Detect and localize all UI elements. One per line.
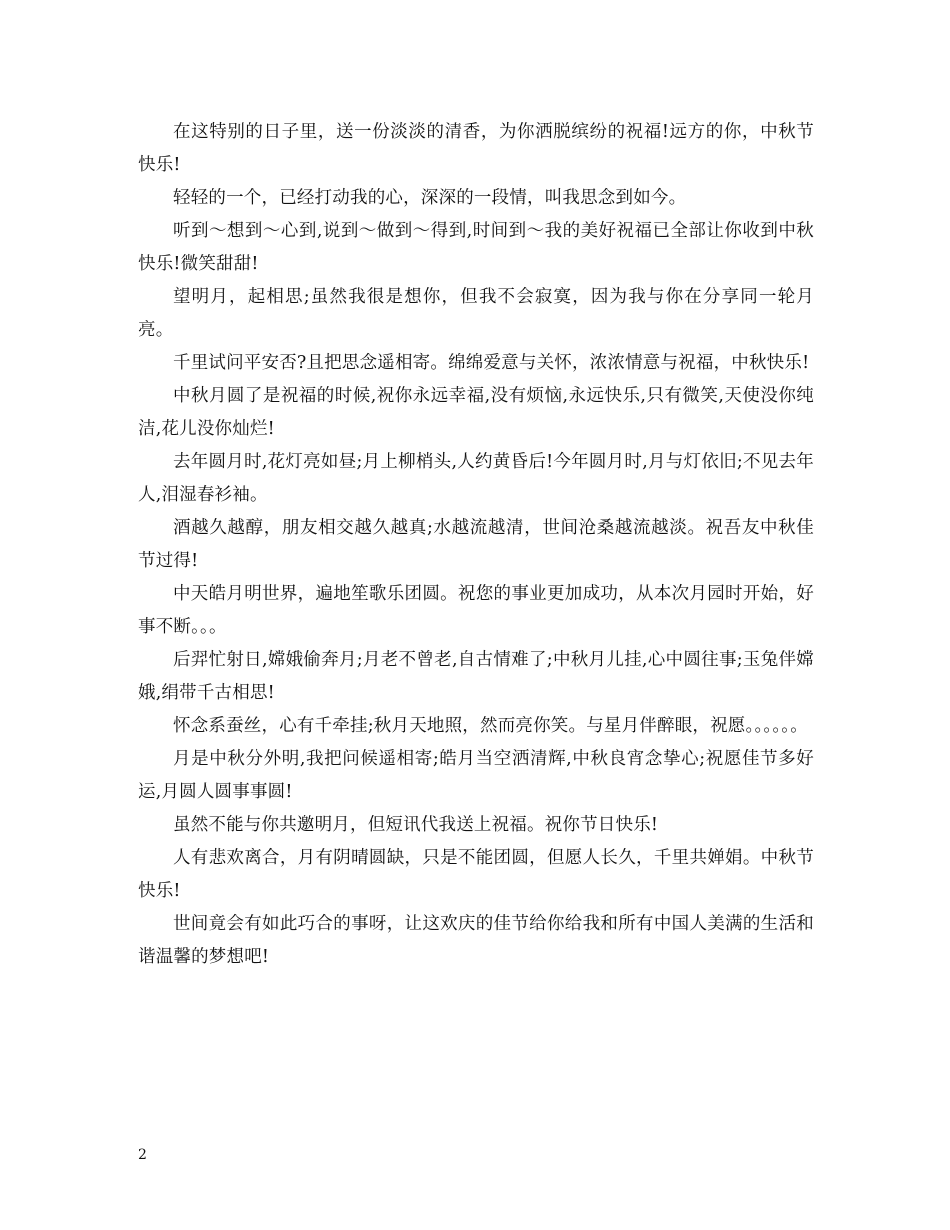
paragraph-6: 中秋月圆了是祝福的时候,祝你永远幸福,没有烦恼,永远快乐,只有微笑,天使没你纯洁,花儿没你灿烂! (138, 386, 814, 439)
paragraph-3: 听到～想到～心到,说到～做到～得到,时间到～我的美好祝福已全部让你收到中秋快乐!微笑甜甜! (138, 221, 814, 274)
paragraph-14: 人有悲欢离合，月有阴晴圆缺，只是不能团圆，但愿人长久，千里共婵娟。中秋节快乐! (138, 848, 814, 901)
paragraph-2: 轻轻的一个，已经打动我的心，深深的一段情，叫我思念到如今。 (173, 188, 687, 208)
paragraph-8: 酒越久越醇，朋友相交越久越真;水越流越清，世间沧桑越流越淡。祝吾友中秋佳节过得! (138, 518, 814, 571)
paragraph-9: 中天皓月明世界，遍地笙歌乐团圆。祝您的事业更加成功，从本次月园时开始，好事不断。。。 (138, 584, 814, 637)
document-body (138, 116, 814, 974)
page-number: 2 (138, 1147, 147, 1163)
paragraph-13: 虽然不能与你共邀明月，但短讯代我送上祝福。祝你节日快乐! (173, 815, 659, 835)
paragraph-12: 月是中秋分外明,我把问候遥相寄;皓月当空洒清辉,中秋良宵念挚心;祝愿佳节多好运,月圆人圆事事圆! (138, 749, 814, 802)
paragraph-7: 去年圆月时,花灯亮如昼;月上柳梢头,人约黄昏后!今年圆月时,月与灯依旧;不见去年人,泪湿春衫袖。 (138, 452, 814, 505)
paragraph-11: 怀念系蚕丝，心有千牵挂;秋月天地照，然而亮你笑。与星月伴醉眼，祝愿。。。。。。 (173, 716, 808, 736)
paragraph-10: 后羿忙射日,嫦娥偷奔月;月老不曾老,自古情难了;中秋月儿挂,心中圆往事;玉兔伴嫦娥,绢带千古相思! (138, 650, 814, 703)
paragraph-1: 在这特别的日子里，送一份淡淡的清香，为你洒脱缤纷的祝福!远方的你，中秋节快乐! (138, 122, 814, 175)
paragraph-5: 千里试问平安否?且把思念遥相寄。绵绵爱意与关怀，浓浓情意与祝福，中秋快乐! (173, 353, 810, 373)
paragraph-15: 世间竟会有如此巧合的事呀，让这欢庆的佳节给你给我和所有中国人美满的生活和谐温馨的梦想吧! (138, 914, 814, 967)
paragraph-4: 望明月，起相思;虽然我很是想你，但我不会寂寞，因为我与你在分享同一轮月亮。 (138, 287, 814, 340)
